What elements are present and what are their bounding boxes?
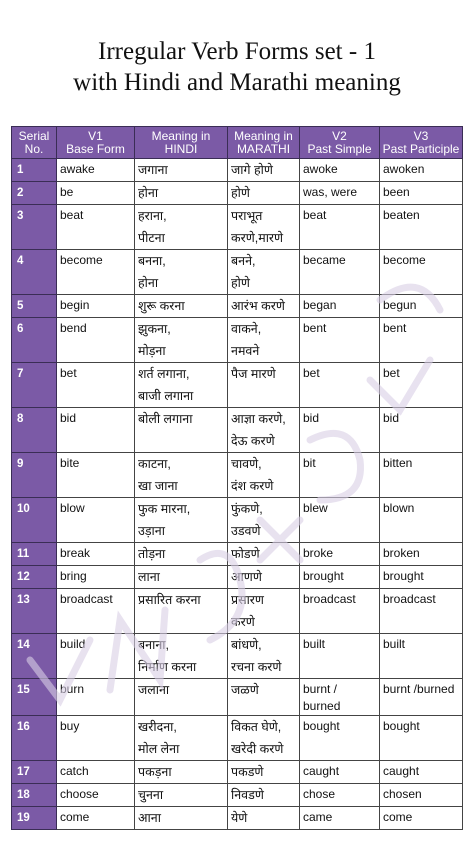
v1-cell: blow xyxy=(57,498,135,543)
v3-cell: broadcast xyxy=(380,589,463,634)
title-line-2: with Hindi and Marathi meaning xyxy=(73,69,401,96)
v2-cell: came xyxy=(300,807,380,830)
marathi-cell: होणे xyxy=(228,182,300,205)
v2-cell: broadcast xyxy=(300,589,380,634)
v2-cell: caught xyxy=(300,761,380,784)
v1-cell: choose xyxy=(57,784,135,807)
page-title xyxy=(0,36,474,98)
v1-cell: bend xyxy=(57,318,135,363)
table-row xyxy=(12,295,463,318)
table-row xyxy=(12,250,463,295)
v3-cell: blown xyxy=(380,498,463,543)
v1-cell: beat xyxy=(57,205,135,250)
hindi-cell: होना xyxy=(135,182,228,205)
table-row xyxy=(12,543,463,566)
table-row xyxy=(12,761,463,784)
hindi-cell: बनना, होना xyxy=(135,250,228,295)
v1-cell: become xyxy=(57,250,135,295)
table-row xyxy=(12,205,463,250)
table-row xyxy=(12,716,463,761)
header-v2: V2 Past Simple xyxy=(300,127,380,159)
marathi-cell: पकडणे xyxy=(228,761,300,784)
v2-cell: began xyxy=(300,295,380,318)
v3-cell: beaten xyxy=(380,205,463,250)
hindi-cell: आना xyxy=(135,807,228,830)
hindi-cell: जलाना xyxy=(135,679,228,716)
table-row xyxy=(12,182,463,205)
serial-cell: 9 xyxy=(12,453,57,498)
table-row xyxy=(12,453,463,498)
header-marathi: Meaning in MARATHI xyxy=(228,127,300,159)
hindi-cell: पकड़ना xyxy=(135,761,228,784)
table-row xyxy=(12,408,463,453)
v3-cell: brought xyxy=(380,566,463,589)
header-v3: V3 Past Participle xyxy=(380,127,463,159)
hindi-cell: तोड़ना xyxy=(135,543,228,566)
v1-cell: burn xyxy=(57,679,135,716)
header-v1: V1 Base Form xyxy=(57,127,135,159)
serial-cell: 10 xyxy=(12,498,57,543)
marathi-cell: आरंभ करणे xyxy=(228,295,300,318)
serial-cell: 15 xyxy=(12,679,57,716)
marathi-cell: पराभूत करणे,मारणे xyxy=(228,205,300,250)
marathi-cell: बांधणे, रचना करणे xyxy=(228,634,300,679)
v3-cell: been xyxy=(380,182,463,205)
serial-cell: 19 xyxy=(12,807,57,830)
table-row xyxy=(12,498,463,543)
serial-cell: 4 xyxy=(12,250,57,295)
marathi-cell: आणणे xyxy=(228,566,300,589)
table-row xyxy=(12,679,463,716)
v1-cell: bring xyxy=(57,566,135,589)
hindi-cell: काटना, खा जाना xyxy=(135,453,228,498)
v1-cell: buy xyxy=(57,716,135,761)
marathi-cell: जागे होणे xyxy=(228,159,300,182)
hindi-cell: फुक मारना, उड़ाना xyxy=(135,498,228,543)
v1-cell: begin xyxy=(57,295,135,318)
marathi-cell: विकत घेणे, खरेदी करणे xyxy=(228,716,300,761)
table-row xyxy=(12,634,463,679)
v3-cell: awoken xyxy=(380,159,463,182)
v3-cell: broken xyxy=(380,543,463,566)
marathi-cell: वाकने, नमवने xyxy=(228,318,300,363)
v1-cell: bite xyxy=(57,453,135,498)
v1-cell: bet xyxy=(57,363,135,408)
v2-cell: was, were xyxy=(300,182,380,205)
marathi-cell: येणे xyxy=(228,807,300,830)
v1-cell: awake xyxy=(57,159,135,182)
v3-cell: bet xyxy=(380,363,463,408)
v1-cell: come xyxy=(57,807,135,830)
v3-cell: become xyxy=(380,250,463,295)
hindi-cell: बनाना, निर्माण करना xyxy=(135,634,228,679)
marathi-cell: बनने, होणे xyxy=(228,250,300,295)
serial-cell: 6 xyxy=(12,318,57,363)
serial-cell: 2 xyxy=(12,182,57,205)
v1-cell: be xyxy=(57,182,135,205)
title-line-1: Irregular Verb Forms set - 1 xyxy=(98,38,376,65)
hindi-cell: शर्त लगाना, बाजी लगाना xyxy=(135,363,228,408)
table-row xyxy=(12,363,463,408)
serial-cell: 14 xyxy=(12,634,57,679)
v1-cell: build xyxy=(57,634,135,679)
hindi-cell: शुरू करना xyxy=(135,295,228,318)
v3-cell: bitten xyxy=(380,453,463,498)
marathi-cell: निवडणे xyxy=(228,784,300,807)
serial-cell: 12 xyxy=(12,566,57,589)
table-row xyxy=(12,159,463,182)
marathi-cell: पैज मारणे xyxy=(228,363,300,408)
v2-cell: chose xyxy=(300,784,380,807)
v3-cell: built xyxy=(380,634,463,679)
hindi-cell: खरीदना, मोल लेना xyxy=(135,716,228,761)
serial-cell: 1 xyxy=(12,159,57,182)
v3-cell: burnt /burned xyxy=(380,679,463,716)
v3-cell: begun xyxy=(380,295,463,318)
table-row xyxy=(12,784,463,807)
v2-cell: awoke xyxy=(300,159,380,182)
v2-cell: became xyxy=(300,250,380,295)
v3-cell: bid xyxy=(380,408,463,453)
v3-cell: caught xyxy=(380,761,463,784)
marathi-cell: चावणे, दंश करणे xyxy=(228,453,300,498)
hindi-cell: लाना xyxy=(135,566,228,589)
serial-cell: 7 xyxy=(12,363,57,408)
v3-cell: chosen xyxy=(380,784,463,807)
v2-cell: burnt / burned xyxy=(300,679,380,716)
serial-cell: 17 xyxy=(12,761,57,784)
v3-cell: bought xyxy=(380,716,463,761)
table-row xyxy=(12,807,463,830)
v2-cell: broke xyxy=(300,543,380,566)
serial-cell: 18 xyxy=(12,784,57,807)
serial-cell: 11 xyxy=(12,543,57,566)
v2-cell: bet xyxy=(300,363,380,408)
table-row xyxy=(12,318,463,363)
v1-cell: broadcast xyxy=(57,589,135,634)
serial-cell: 16 xyxy=(12,716,57,761)
v1-cell: catch xyxy=(57,761,135,784)
v1-cell: bid xyxy=(57,408,135,453)
hindi-cell: झुकना, मोड़ना xyxy=(135,318,228,363)
hindi-cell: हराना, पीटना xyxy=(135,205,228,250)
marathi-cell: आज्ञा करणे, देऊ करणे xyxy=(228,408,300,453)
header-serial: Serial No. xyxy=(12,127,57,159)
header-hindi: Meaning in HINDI xyxy=(135,127,228,159)
serial-cell: 8 xyxy=(12,408,57,453)
v3-cell: come xyxy=(380,807,463,830)
v2-cell: built xyxy=(300,634,380,679)
marathi-cell: जळणे xyxy=(228,679,300,716)
v2-cell: bought xyxy=(300,716,380,761)
v2-cell: blew xyxy=(300,498,380,543)
table-row xyxy=(12,566,463,589)
v2-cell: beat xyxy=(300,205,380,250)
v3-cell: bent xyxy=(380,318,463,363)
serial-cell: 13 xyxy=(12,589,57,634)
hindi-cell: जगाना xyxy=(135,159,228,182)
table-row xyxy=(12,589,463,634)
serial-cell: 3 xyxy=(12,205,57,250)
hindi-cell: चुनना xyxy=(135,784,228,807)
v2-cell: bit xyxy=(300,453,380,498)
hindi-cell: बोली लगाना xyxy=(135,408,228,453)
serial-cell: 5 xyxy=(12,295,57,318)
v2-cell: bid xyxy=(300,408,380,453)
v1-cell: break xyxy=(57,543,135,566)
v2-cell: bent xyxy=(300,318,380,363)
verb-table xyxy=(11,126,463,830)
hindi-cell: प्रसारित करना xyxy=(135,589,228,634)
marathi-cell: प्रसारण करणे xyxy=(228,589,300,634)
v2-cell: brought xyxy=(300,566,380,589)
marathi-cell: फुंकणे, उडवणे xyxy=(228,498,300,543)
marathi-cell: फोडणे xyxy=(228,543,300,566)
header-row xyxy=(12,127,463,159)
